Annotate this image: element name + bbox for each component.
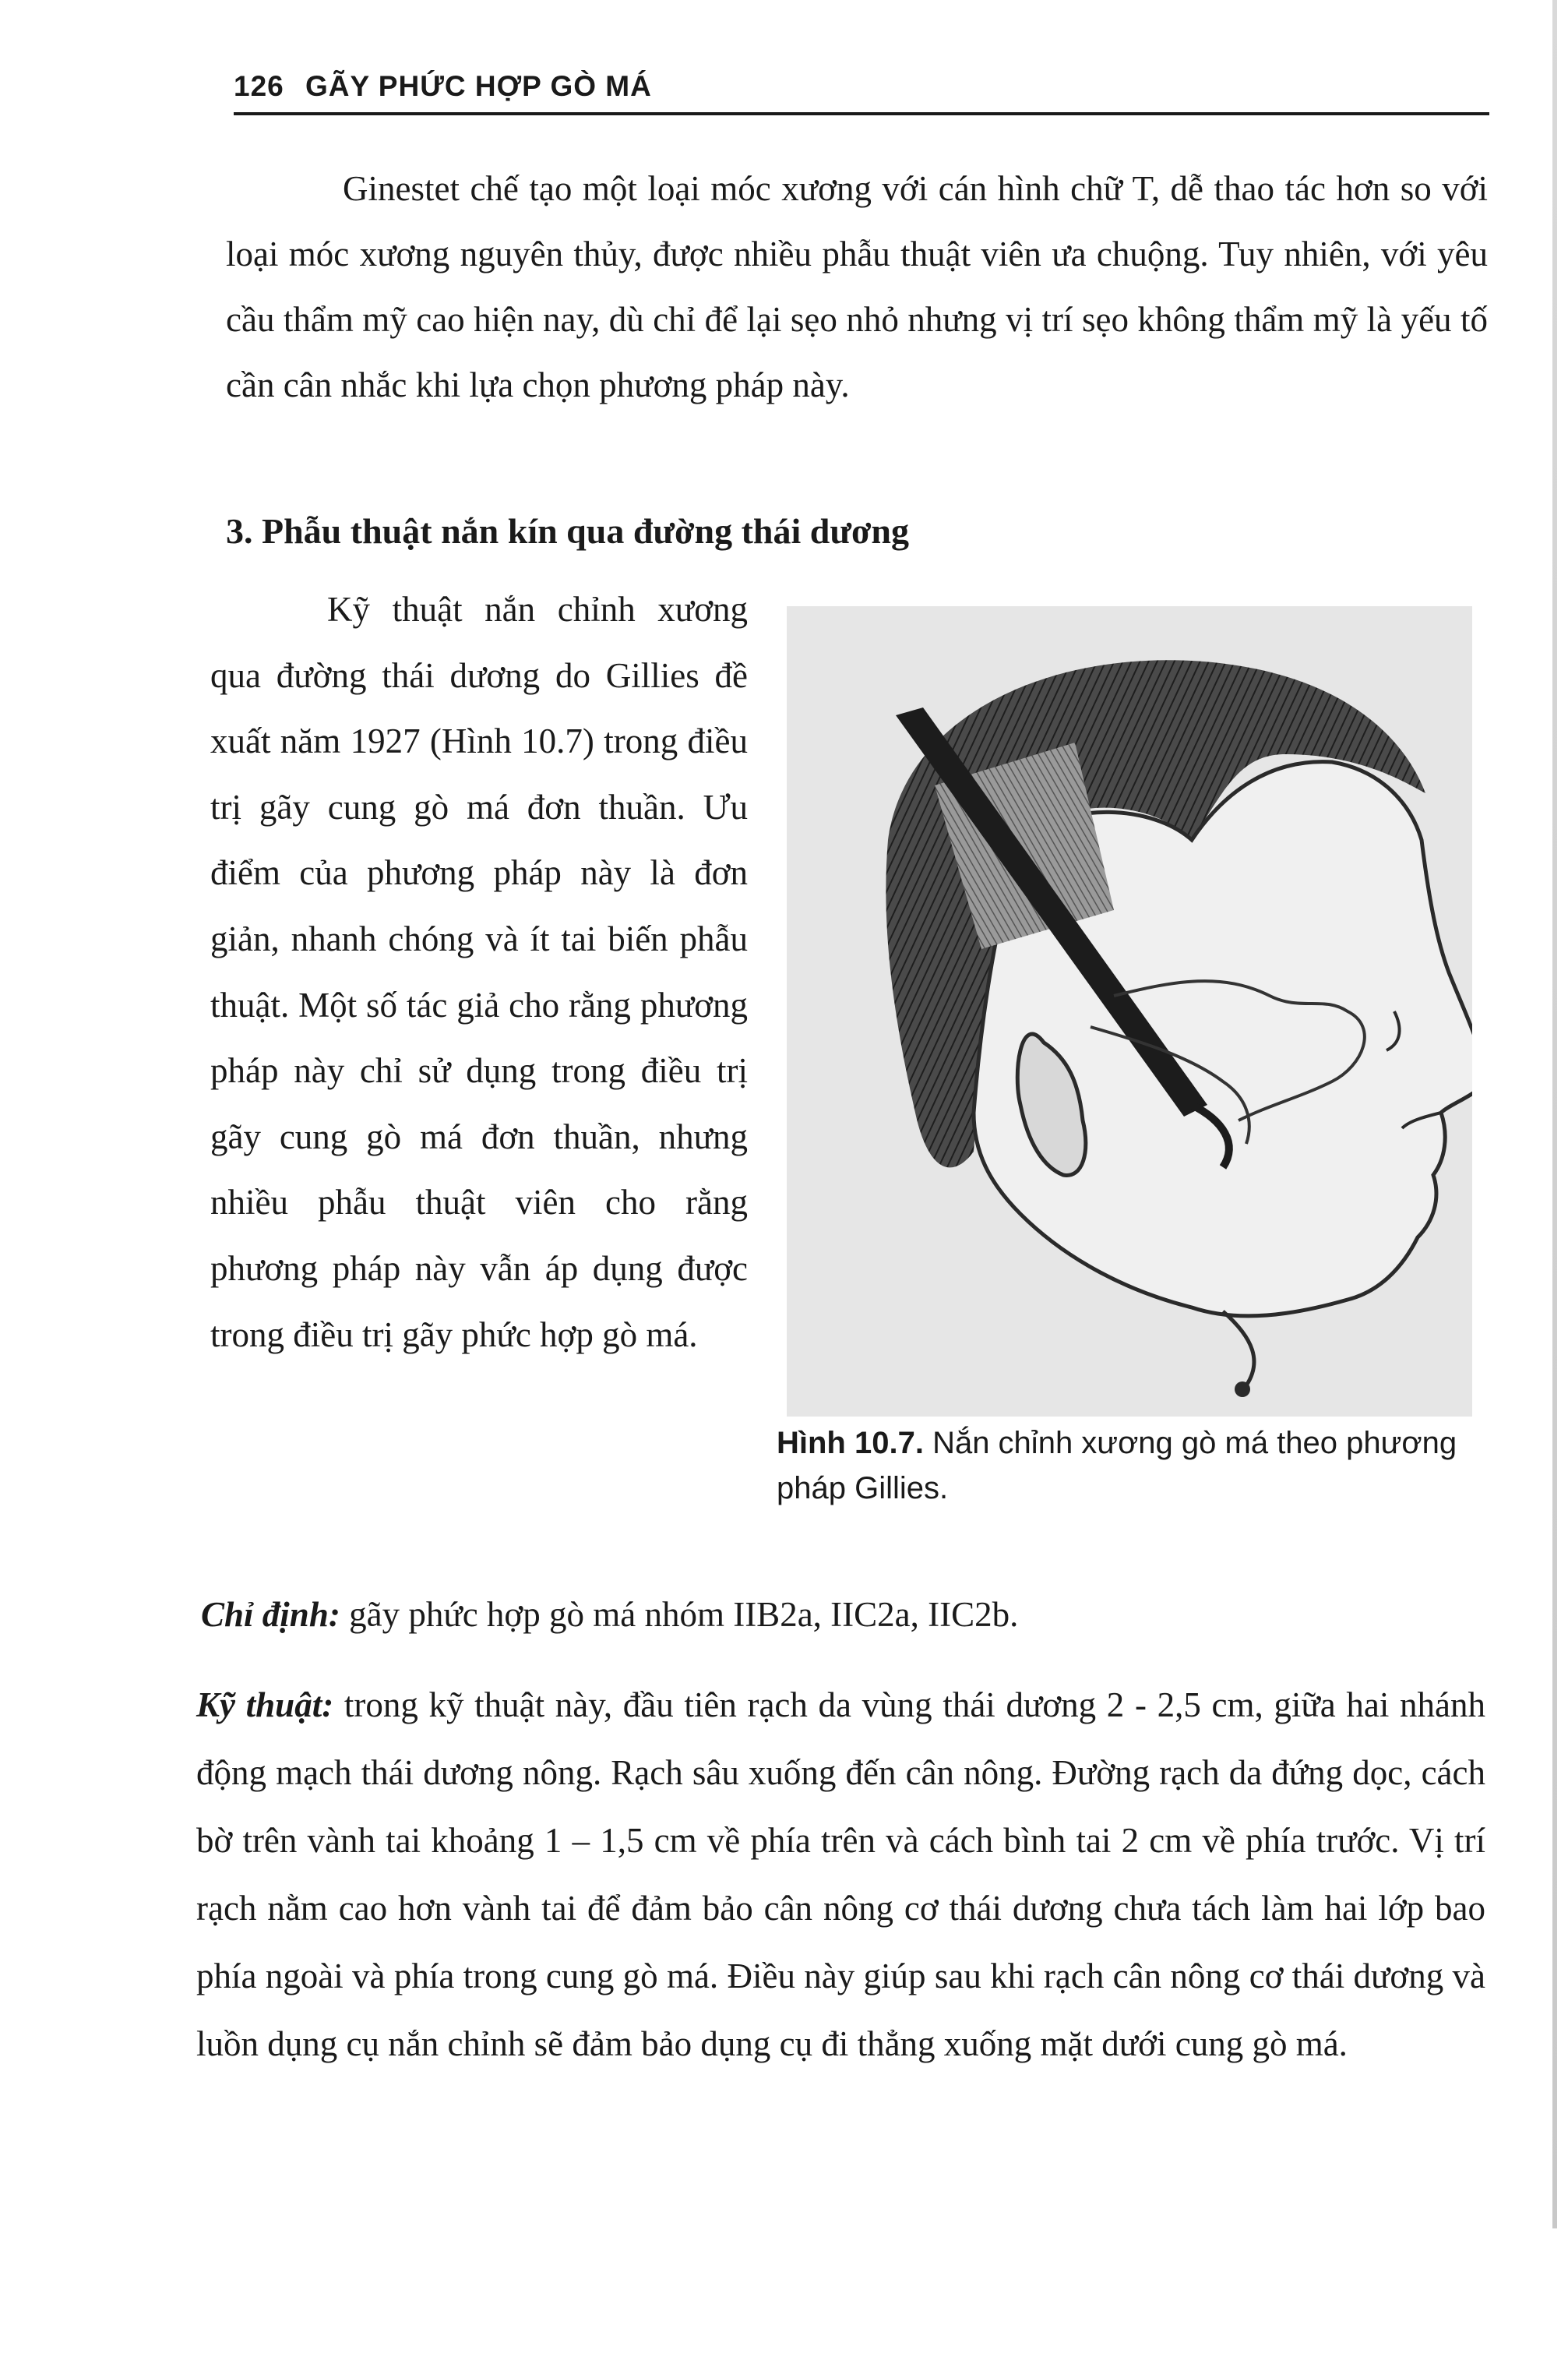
technique-label: Kỹ thuật:	[196, 1685, 334, 1724]
caption-label: Hình 10.7.	[777, 1426, 924, 1460]
indication-text: gãy phức hợp gò má nhóm IIB2a, IIC2a, IIC2b.	[340, 1595, 1019, 1634]
technique-paragraph	[196, 1671, 1485, 2078]
figure-gillies-illustration	[787, 606, 1472, 1417]
intro-paragraph: Ginestet chế tạo một loại móc xương với cán hình chữ T, dễ thao tác hơn so với loại móc xương nguyên thủy, được nhiều phẫu thuật viên ưa chuộng. Tuy nhiên, với yêu cầu thẩm mỹ cao hiện nay, dù chỉ để lại sẹo nhỏ nhưng vị trí sẹo không thẩm mỹ là yếu tố cần cân nhắc khi lựa chọn phương pháp này.	[226, 169, 1488, 404]
page-header	[234, 65, 1489, 115]
section-heading: 3. Phẫu thuật nắn kín qua đường thái dương	[226, 511, 910, 551]
neck-mark	[1235, 1381, 1250, 1397]
figure-caption	[777, 1420, 1478, 1511]
technique-text: trong kỹ thuật này, đầu tiên rạch da vùng thái dương 2 - 2,5 cm, giữa hai nhánh động mạch thái dương nông. Rạch sâu xuống đến cân nông. Đường rạch da đứng dọc, cách bờ trên vành tai khoảng 1 – 1,5 cm về phía trên và cách bình tai 2 cm về phía trước. Vị trí rạch nằm cao hơn vành tai để đảm bảo cân nông cơ thái dương chưa tách làm hai lớp bao phía ngoài và phía trong cung gò má. Điều này giúp sau khi rạch cân nông cơ thái dương và luồn dụng cụ nắn chỉnh sẽ đảm bảo dụng cụ đi thẳng xuống mặt dưới cung gò má.	[196, 1685, 1485, 2063]
caption-text: Nắn chỉnh xương gò má theo phương pháp Gillies.	[777, 1426, 1457, 1505]
chapter-title: GÃY PHỨC HỢP GÒ MÁ	[305, 70, 652, 102]
page-number: 126	[234, 70, 284, 102]
head-illustration	[787, 606, 1472, 1417]
indication-paragraph	[201, 1582, 1486, 1647]
indication-label: Chỉ định:	[201, 1595, 340, 1634]
section-paragraph: Kỹ thuật nắn chỉnh xương qua đường thái dương do Gillies đề xuất năm 1927 (Hình 10.7) trong điều trị gãy cung gò má đơn thuần. Ưu điểm của phương pháp này là đơn giản, nhanh chóng và ít tai biến phẫu thuật. Một số tác giả cho rằng phương pháp này chỉ sử dụng trong điều trị gãy cung gò má đơn thuần, nhưng nhiều phẫu thuật viên cho rằng phương pháp này vẫn áp dụng được trong điều trị gãy phức hợp gò má.	[210, 590, 748, 1354]
page-edge-shadow	[1552, 0, 1557, 2228]
